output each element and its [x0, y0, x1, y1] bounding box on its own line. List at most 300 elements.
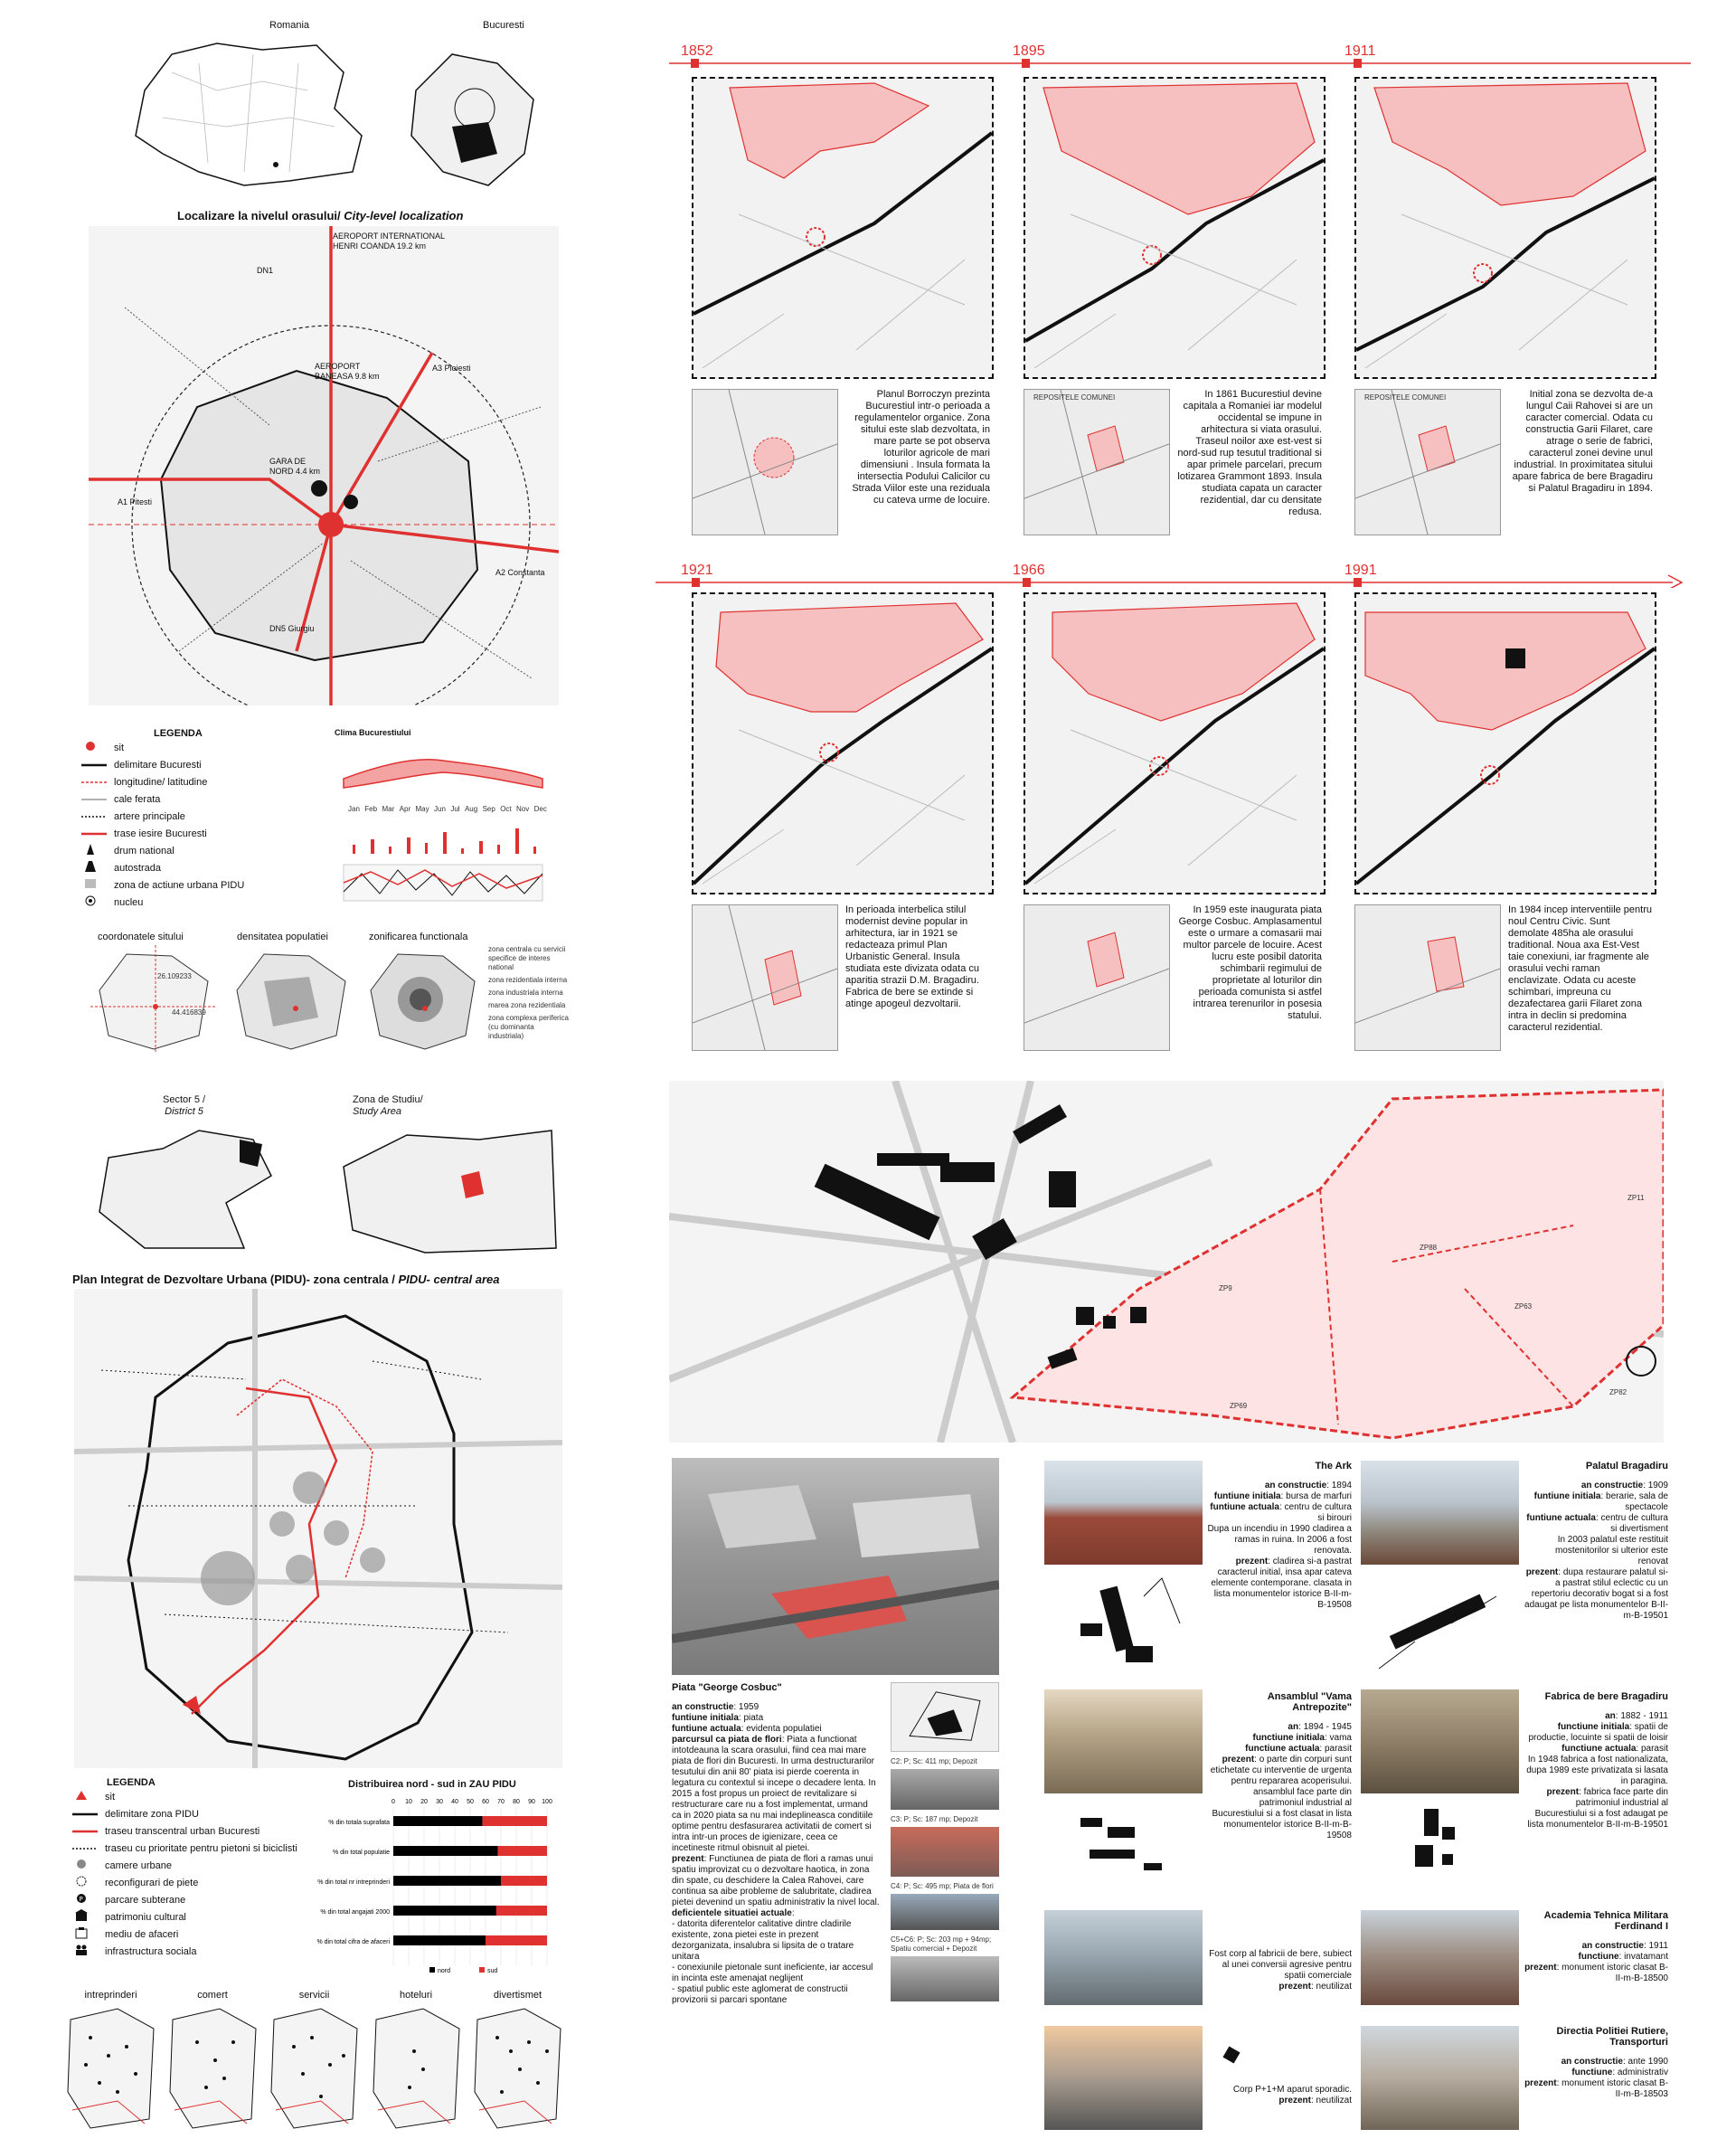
map-1991	[1354, 592, 1656, 894]
info-value: : invatamant	[1618, 1952, 1668, 1962]
info-value: - datorita diferentelor calitative dintre cladirile existente, zona pietei este in prezent dezorganizata, insalubra si lipsita de o tratare unitara	[672, 1919, 854, 1962]
info-key: prezent	[1235, 1557, 1269, 1566]
info-key: prezent	[672, 1854, 704, 1864]
academia-photo	[1361, 1910, 1519, 2005]
legend-item	[81, 894, 316, 911]
zoning-map	[362, 945, 479, 1054]
legend-label: sit	[105, 1791, 115, 1803]
city-title-en: City-level localization	[344, 209, 464, 222]
legend-item	[81, 859, 316, 876]
month-label: Nov	[516, 805, 530, 813]
legend-label: cale ferata	[114, 793, 161, 805]
zoning-item: zona complexa periferica (cu dominanta industriala)	[488, 1014, 569, 1040]
legend-city	[81, 728, 316, 911]
legend-item	[72, 1908, 316, 1926]
info-value: : 1911	[1643, 1941, 1668, 1951]
x-tick-label: 40	[451, 1799, 458, 1805]
activity-map	[470, 1990, 565, 2137]
month-label: Dec	[533, 805, 547, 813]
bar-nord	[393, 1816, 483, 1826]
info-key: funtiune initiala	[672, 1713, 739, 1723]
thumb-1991	[1354, 904, 1501, 1051]
politia-photo	[1361, 2026, 1519, 2130]
road-icon	[81, 843, 108, 858]
map-1966	[1024, 592, 1326, 894]
fabrica-plan	[1361, 1800, 1514, 1890]
month-label: Oct	[500, 805, 512, 813]
romania-map	[108, 36, 380, 194]
map-label-henri-coanda: AEROPORT INTERNATIONAL HENRI COANDA 19.2 km	[333, 232, 445, 251]
activity-map	[63, 1990, 158, 2137]
business-icon	[72, 1926, 99, 1942]
info-line	[672, 1724, 880, 1735]
info-key: an constructie	[1561, 2057, 1623, 2067]
legend-label: drum national	[114, 845, 175, 856]
card-title: Palatul Bragadiru	[1585, 1461, 1668, 1471]
legend-item	[72, 1788, 316, 1805]
palatul-plan	[1361, 1569, 1514, 1691]
month-label: Aug	[464, 805, 478, 813]
zone-label: ZP69	[1230, 1402, 1248, 1410]
map-label-baneasa: AEROPORT BANEASA 9.8 km	[315, 362, 380, 381]
highway-icon	[81, 860, 108, 875]
info-value: : 1959	[733, 1702, 760, 1712]
distribution-chart-svg	[307, 1791, 561, 1981]
x-tick-label: 80	[513, 1799, 520, 1805]
info-value: : piata	[738, 1713, 764, 1723]
pidu-map	[74, 1289, 562, 1768]
text-1895: In 1861 Bucurestiul devine capitala a Romaniei iar modelul occidental se impune in arhitectura si viata orasului. Traseul noilor axe est-vest si nord-sud rup tesutul traditional si apar primele parcelari, precum lotizarea Grammont 1893. Insula studiata capata un caracter rezidential, dar cu densitate redusa.	[1177, 389, 1322, 517]
map-1911	[1354, 77, 1656, 379]
bar-sud	[501, 1876, 547, 1886]
x-tick-label: 70	[497, 1799, 505, 1805]
zone-label: ZP88	[1420, 1244, 1438, 1252]
timeline-axis-1	[669, 50, 1695, 68]
palatul-photo	[1361, 1461, 1519, 1565]
map-1895	[1024, 77, 1326, 379]
info-line	[1207, 1755, 1352, 1841]
piata-plan	[891, 1682, 999, 1752]
piata-photo	[891, 1827, 999, 1877]
text-1921: In perioada interbelica stilul modernist devine popular in arhitectura, iar in 1921 se redacteaza primul Plan Urbanistic General. Insula studiata este divizata odata cu aparitia strazii D.M. Bragadiru. Fabrica de bere se extinde si atinge apogeul dezvoltarii.	[845, 904, 979, 1009]
legend-label: parcare subterane	[105, 1894, 186, 1906]
info-key: an	[1605, 1711, 1616, 1721]
category-label: % din total populatie	[332, 1850, 390, 1856]
card-title: Academia Tehnica Militara Ferdinand I	[1543, 1910, 1668, 1932]
info-line	[1524, 1787, 1668, 1831]
info-value: In 1948 fabrica a fost nationalizata, dupa 1989 este privatizata si lasata in paragina.	[1526, 1755, 1668, 1786]
legend-label: nord	[438, 1968, 451, 1974]
info-line	[1524, 1963, 1668, 1984]
year-1895: 1895	[1013, 43, 1045, 59]
legend-pidu	[72, 1777, 316, 1960]
info-line	[1207, 1733, 1352, 1744]
card-lines	[1524, 2057, 1668, 2100]
map-label-gara: GARA DE NORD 4.4 km	[269, 457, 321, 476]
info-value: :	[791, 1908, 795, 1918]
parking-icon	[72, 1892, 99, 1907]
climate-months	[348, 805, 547, 814]
info-line	[1207, 2096, 1352, 2106]
info-line	[1207, 1744, 1352, 1755]
x-tick-label: 30	[436, 1799, 443, 1805]
info-key: an constructie	[1580, 1481, 1644, 1490]
info-key: funtiune actuala	[672, 1724, 741, 1734]
distribution-title: Distribuirea nord - sud in ZAU PIDU	[348, 1779, 516, 1790]
info-key: functiune initiala	[1252, 1733, 1325, 1743]
info-line	[1524, 1711, 1668, 1722]
info-line	[1207, 1982, 1352, 1992]
info-key: parcursul ca piata de flori	[672, 1735, 782, 1745]
lon-value: 44.416839	[172, 1008, 206, 1017]
info-value: : ante 1990	[1622, 2057, 1668, 2067]
legend-label: sud	[487, 1968, 498, 1974]
palatul-card	[1524, 1461, 1668, 1622]
info-line	[672, 1919, 880, 1963]
info-value: : 1882 - 1911	[1615, 1711, 1668, 1721]
info-value: : centru de cultura si birouri	[1278, 1502, 1352, 1523]
corp-photo	[1044, 2026, 1203, 2130]
zoning-legend	[488, 945, 570, 1041]
pidu-title	[72, 1273, 499, 1286]
legend-label: artere principale	[114, 810, 185, 822]
piata-label: C5+C6: P; Sc: 203 mp + 94mp; Spatiu comercial + Depozit	[891, 1935, 992, 1953]
piata-aerial-photo	[672, 1458, 999, 1675]
text-1911: Initial zona se dezvolta de-a lungul Caii Rahovei si are un caracter comercial. Odata cu constructia Garii Filaret, care atrage o serie de fabrici, caracterul zonei devine unul industrial. In proximitatea sitului apare fabrica de bere Bragadiru si Palatul Bragadiru in 1894.	[1512, 389, 1653, 494]
info-value: : cladirea si-a pastrat caracterul initial, insa apar cateva elemente contemporane. clasata in lista monumentelor istorice B-II-m-B-19508	[1211, 1557, 1352, 1610]
info-value: : Functiunea de piata de flori a ramas unui spatiu improvizat cu o dezvoltare haotica, in zona din spate, cu deschidere la Calea Rahovei, care continua sa aibe probleme de salubritate, cladirea pietei devenind un spatiu administrativ la nivel local.	[672, 1854, 880, 1907]
info-key: deficientele situatiei actuale	[672, 1908, 792, 1918]
sector5-map	[90, 1121, 289, 1257]
fabrica-card	[1524, 1691, 1668, 1831]
info-line	[672, 1908, 880, 1919]
info-value: : spatii de productie, locuinte si spatii de loisir	[1528, 1722, 1668, 1743]
thumb-1852	[692, 389, 838, 535]
legend-label: mediu de afaceri	[105, 1928, 179, 1940]
politia-card	[1524, 2026, 1668, 2100]
study-area-map	[335, 1121, 561, 1257]
info-key: functiune actuala	[1245, 1744, 1320, 1754]
info-key: an constructie	[1581, 1941, 1644, 1951]
zoning-item: zona centrala cu servicii specifice de interes national	[488, 945, 566, 971]
city-title-ro: Localizare la nivelul orasului/	[177, 209, 344, 222]
map-1921	[692, 592, 994, 894]
legend-item	[72, 1891, 316, 1908]
info-value: : administrativ	[1612, 2068, 1668, 2077]
info-value: : parasit	[1636, 1744, 1668, 1754]
card-lines	[1524, 1481, 1668, 1622]
x-tick-label: 10	[405, 1799, 412, 1805]
legend-item	[72, 1874, 316, 1891]
thumb-label: REPOSITELE COMUNEI	[1033, 393, 1116, 402]
coord-title: coordonatele sitului	[98, 932, 184, 942]
zoning-item: zona rezidentiala interna	[488, 976, 568, 984]
info-value: : Piata a functionat intotdeauna la scara orasului, fiind cea mai mare piata de flori din Bucuresti. In urma destructurarilor tesutului din anii 80' piata isi pierde coerenta in legatura cu contextul si incepe o decadere lenta. In 2015 a fost propus un proiect de revitalizare si restructurare care nu a fost implementat, urmand ca in 2020 piata sa nu mai indeplineasca conditiile optime pentru desfasurarea activitatii de comert si intra intr-un proces de igienizare, ceea ce incetineste ritmul obisnuit al pietei.	[672, 1735, 876, 1853]
info-key: an constructie	[1264, 1481, 1327, 1490]
info-line	[1524, 1952, 1668, 1963]
info-line	[1207, 1557, 1352, 1611]
density-map	[228, 945, 354, 1054]
info-key: prezent	[1525, 1567, 1559, 1577]
card-lines	[1524, 1711, 1668, 1831]
info-key: funtiune actuala	[1526, 1513, 1596, 1523]
info-line	[1524, 2068, 1668, 2078]
info-key: prezent	[1222, 1755, 1255, 1765]
info-line	[672, 1702, 880, 1713]
legend-label: autostrada	[114, 862, 161, 874]
info-value: : centru de cultura si divertisment	[1595, 1513, 1668, 1534]
academia-card	[1524, 1910, 1668, 1984]
text-1966: In 1959 este inaugurata piata George Cosbuc. Amplasamentul este o urmare a comasarii mai multor parcele de locuire. Acest lucru este posibil datorita schimbarii regimului de proprietate al loturilor din perioada comunista si astfel intrarea terenurilor in posesia statului.	[1178, 904, 1322, 1021]
timeline-axis-2	[656, 570, 1695, 588]
legend-item	[81, 790, 316, 808]
coord-map	[90, 945, 217, 1054]
piata-photo	[891, 1894, 999, 1930]
museum-icon	[72, 1909, 99, 1925]
zoning-item: zona industriala interna	[488, 989, 563, 997]
card-title: Ansamblul "Vama Antrepozite"	[1267, 1691, 1352, 1713]
legend-label: infrastructura sociala	[105, 1945, 197, 1957]
info-value: : 1894	[1326, 1481, 1352, 1490]
legend-swatch	[479, 1967, 485, 1973]
fabrica-fost-photo	[1044, 1910, 1203, 2005]
info-line	[1207, 2085, 1352, 2096]
zone-label: ZP82	[1609, 1388, 1628, 1396]
info-line	[1524, 1481, 1668, 1491]
info-value: : fabrica face parte din patrimoniul industrial al Bucurestiului si a fost adaugat pe lista monumentelor B-II-m-B-19501	[1527, 1787, 1668, 1830]
piata-title: Piata "George Cosbuc"	[672, 1682, 782, 1693]
activity-maps	[63, 1990, 565, 2137]
city-localization-title	[177, 209, 463, 222]
legend-label: camere urbane	[105, 1859, 172, 1871]
x-tick-label: 50	[467, 1799, 474, 1805]
category-label: % din total nr intreprinderi	[317, 1879, 390, 1886]
piata-side	[891, 1682, 999, 2001]
card-lines	[1207, 1949, 1352, 1992]
x-tick-label: 60	[482, 1799, 489, 1805]
activity-title: intreprinderi	[84, 1990, 137, 2001]
thumb-1966	[1024, 904, 1170, 1051]
legend-label: nucleu	[114, 896, 144, 908]
info-value: : monument istoric clasat B-II-m-B-18500	[1556, 1963, 1668, 1983]
density-title: densitatea populatiei	[237, 932, 328, 942]
info-value: : parasit	[1319, 1744, 1352, 1754]
legend-item	[81, 756, 316, 773]
info-key: prezent	[1278, 1982, 1311, 1992]
ark-photo	[1044, 1461, 1203, 1565]
piata-label: C2: P; Sc: 411 mp; Depozit	[891, 1757, 977, 1765]
piata-lines	[672, 1702, 880, 2006]
lat-value: 26.109233	[157, 972, 192, 980]
legend-label: traseu cu prioritate pentru pietoni si biciclisti	[105, 1842, 297, 1854]
legend-label: delimitare Bucuresti	[114, 759, 202, 771]
study-label: Zona de Studiu/	[353, 1094, 423, 1105]
nucleus-icon	[81, 894, 108, 910]
piata-info	[672, 1682, 880, 2006]
legend-label: sit	[114, 742, 124, 753]
thumb-1895	[1024, 389, 1170, 535]
text-1852: Planul Borroczyn prezinta Bucurestiul intr-o perioada a regulamentelor organice. Zona sitului este slab dezvoltata, in mare parte se pot observa loturilor agricole de mari dimensiuni . Insula formata la intersectia Podului Calicilor cu Strada Viilor este una reziduala cu cateva urme de locuire.	[852, 389, 990, 506]
category-label: % din total angajati 2000	[320, 1909, 390, 1916]
corp-plan	[1216, 2039, 1252, 2076]
bar-sud	[496, 1906, 547, 1916]
info-line	[1524, 1744, 1668, 1755]
info-line	[672, 1713, 880, 1724]
city-map	[89, 226, 559, 705]
info-line	[1207, 1524, 1352, 1557]
info-line	[1524, 1941, 1668, 1952]
info-key: prezent	[1524, 1963, 1557, 1973]
year-1966: 1966	[1013, 563, 1045, 578]
activity-title: hoteluri	[399, 1990, 433, 2001]
info-key: funtiune initiala	[1213, 1491, 1281, 1501]
info-key: functiune	[1578, 1952, 1619, 1962]
legend-item	[81, 739, 316, 756]
legend-item	[81, 842, 316, 859]
info-line	[1207, 1949, 1352, 1982]
info-line	[1207, 1491, 1352, 1502]
legend-title: LEGENDA	[154, 728, 203, 739]
info-line	[1524, 1755, 1668, 1787]
legend-item	[72, 1857, 316, 1874]
info-line	[672, 1854, 880, 1908]
info-value: In 2003 palatul este restituit mostenitorilor si ulterior este renovat	[1554, 1535, 1668, 1566]
category-label: % din totala suprafata	[328, 1820, 390, 1826]
card-title: The Ark	[1315, 1461, 1352, 1471]
map-label-dn1: DN1	[257, 266, 274, 275]
info-line	[1207, 1481, 1352, 1491]
bar-sud	[486, 1935, 547, 1945]
info-line	[1207, 1502, 1352, 1524]
info-value: : 1909	[1643, 1481, 1668, 1490]
month-label: Mar	[382, 805, 395, 813]
legend-label: reconfigurari de piete	[105, 1877, 199, 1888]
sector-title	[163, 1094, 205, 1118]
legend-label: patrimoniu cultural	[105, 1911, 186, 1923]
corp-card	[1207, 2085, 1352, 2106]
info-key: an	[1288, 1722, 1299, 1732]
info-value: : dupa restaurare palatul si-a pastrat stilul eclectic cu un repertoriu decorativ bogat si a fost adaugat pe lista monumentelor B-II-m-B-19501	[1524, 1567, 1668, 1621]
info-key: funtiune initiala	[1533, 1491, 1601, 1501]
legend-item	[72, 1943, 316, 1960]
map-label-a1: A1 Pitesti	[118, 497, 153, 506]
legend-label: longitudine/ latitudine	[114, 776, 208, 788]
thumb-1911	[1354, 389, 1501, 535]
month-label: Jul	[450, 805, 460, 813]
info-value: Fost corp al fabricii de bere, subiect al unei conversii agresive pentru spatii comerciale	[1209, 1949, 1352, 1981]
vama-plan	[1044, 1800, 1198, 1890]
map-1852	[692, 77, 994, 379]
x-tick-label: 100	[542, 1799, 552, 1805]
month-label: Apr	[399, 805, 411, 813]
svg-text:P: P	[79, 1896, 83, 1903]
card-lines	[1207, 1722, 1352, 1841]
info-value: : vama	[1324, 1733, 1352, 1743]
activity-map	[165, 1990, 260, 2137]
info-key: functiune actuala	[1561, 1744, 1637, 1754]
zone-label: ZP63	[1514, 1302, 1533, 1311]
x-tick-label: 0	[392, 1799, 395, 1805]
category-label: % din total cifra de afaceri	[316, 1939, 390, 1945]
zoning-item: marea zona rezidentiala	[488, 1001, 566, 1009]
x-tick-label: 90	[528, 1799, 535, 1805]
legend-label: zona de actiune urbana PIDU	[114, 879, 245, 891]
info-line	[1524, 2078, 1668, 2100]
info-value: : 1894 - 1945	[1298, 1722, 1352, 1732]
legend-item	[72, 1926, 316, 1943]
card-title: Fabrica de bere Bragadiru	[1544, 1691, 1668, 1702]
info-key: prezent	[1524, 2078, 1557, 2088]
info-key: an constructie	[672, 1702, 734, 1712]
bucuresti-label: Bucuresti	[483, 20, 524, 31]
legend2-title: LEGENDA	[107, 1777, 156, 1788]
vama-card	[1207, 1691, 1352, 1841]
activity-title: servicii	[298, 1990, 330, 2001]
info-value: Dupa un incendiu in 1990 cladirea a ramas in ruina. In 2006 a fost renovata.	[1207, 1524, 1352, 1556]
piata-label: C3: P; Sc: 187 mp; Depozit	[891, 1815, 978, 1823]
thumb-label: REPOSITELE COMUNEI	[1364, 393, 1447, 402]
month-label: Sep	[482, 805, 495, 813]
piata-label: C4: P; Sc: 495 mp; Piata de flori	[891, 1882, 994, 1890]
climate-panel	[335, 728, 552, 909]
info-line	[1524, 1535, 1668, 1567]
info-value: : o parte din corpuri sunt etichetate cu interventie de urgenta pentru repararea acoperisului. ansamblul face parte din patrimoniul industrial al Bucurestiului si a fost clasat in lista monumentelor istorice B-II-m-B-19508	[1210, 1755, 1352, 1840]
info-value: : berarie, sala de spectacole	[1600, 1491, 1668, 1512]
pidu-title-en: PIDU- central area	[398, 1273, 500, 1286]
info-value: - conexiunile pietonale sunt ineficiente, iar accesul in incinta este amenajat neglijent	[672, 1963, 873, 1983]
legend-item	[81, 808, 316, 825]
map-label-a3: A3 Ploiesti	[432, 364, 471, 373]
year-1921: 1921	[681, 563, 713, 578]
month-label: Jun	[434, 805, 446, 813]
card-lines	[1207, 2085, 1352, 2106]
legend-item	[81, 876, 316, 894]
study-label-en: Study Area	[353, 1106, 402, 1117]
activity-title: comert	[197, 1990, 228, 2001]
legend-item	[72, 1805, 316, 1822]
info-key: functiune initiala	[1557, 1722, 1630, 1732]
info-line	[672, 1984, 880, 2006]
zoning-title: zonificarea functionala	[369, 932, 468, 942]
info-line	[1524, 2057, 1668, 2068]
year-1991: 1991	[1344, 563, 1377, 578]
zone-label: ZP9	[1219, 1284, 1232, 1292]
info-line	[672, 1963, 880, 1984]
piata-photo	[891, 1956, 999, 2001]
zone-label: ZP11	[1628, 1194, 1645, 1202]
info-line	[1524, 1513, 1668, 1535]
info-key: prezent	[1278, 2096, 1311, 2105]
info-key: funtiune actuala	[1210, 1502, 1279, 1512]
map-label-a2: A2 Constanta	[495, 568, 545, 577]
legend-label: traseu transcentral urban Bucuresti	[105, 1825, 260, 1837]
zone-map	[669, 1081, 1664, 1443]
x-tick-label: 20	[420, 1799, 428, 1805]
study-area-title	[353, 1094, 423, 1118]
map-label-dn5: DN5 Giurgiu	[269, 624, 315, 633]
ark-plan	[1044, 1569, 1198, 1691]
bar-nord	[393, 1935, 486, 1945]
legend-item	[72, 1822, 316, 1840]
bar-nord	[393, 1846, 498, 1856]
card-title: Directia Politiei Rutiere, Transporturi	[1556, 2026, 1668, 2048]
activity-map	[267, 1990, 362, 2137]
people-icon	[72, 1944, 99, 1959]
info-line	[1524, 1567, 1668, 1622]
info-value: - spatiul public este aglomerat de constructii provizorii si parcari spontane	[672, 1984, 848, 2005]
info-value: : monument istoric clasat B-II-m-B-18503	[1556, 2078, 1668, 2099]
month-label: May	[415, 805, 429, 813]
